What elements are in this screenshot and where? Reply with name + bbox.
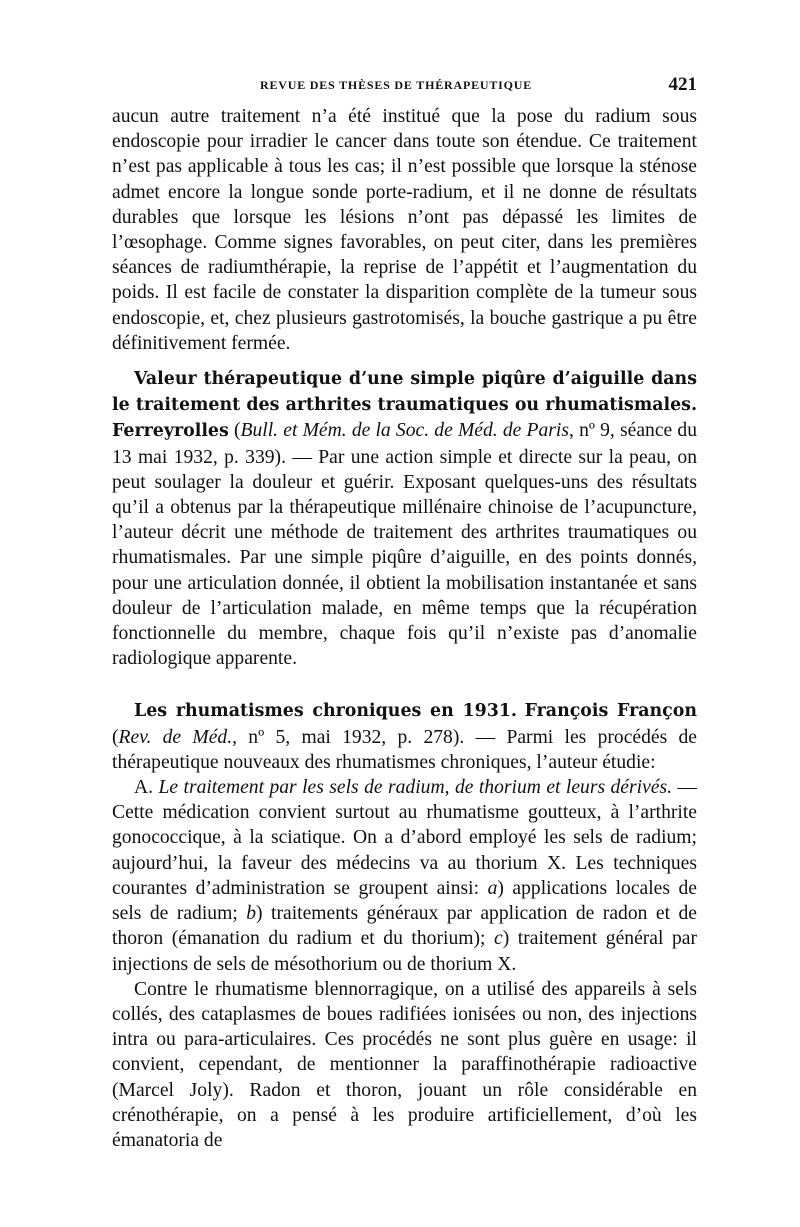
paragraph-radium-thorium <box>112 775 697 977</box>
page-number: 421 <box>668 74 697 95</box>
article-body: Parmi les procédés de thérapeutique nouveaux des rhumatismes chroniques, l’auteur étudie: <box>112 726 698 773</box>
list-marker-a: a <box>487 877 498 899</box>
ref-details: , nº 5, mai 1932, p. 278). — <box>232 726 507 748</box>
article-title: Valeur thérapeutique d’une simple piqûre d’aiguille dans le traitement des arthrites traumatiques ou rhumatismales. <box>112 369 697 416</box>
ref-open: ( <box>112 726 119 748</box>
list-marker-c: c <box>494 928 503 950</box>
running-title: REVUE DES THÈSES DE THÉRAPEUTIQUE <box>260 78 533 92</box>
ref-open: ( <box>228 420 241 442</box>
subsection-title: Le traitement par les sels de radium, de thorium et leurs dérivés. <box>158 777 672 799</box>
running-head <box>112 74 697 104</box>
article-body: Par une action simple et directe sur la peau, on peut soulager la douleur et guérir. Exposant quelques-uns des résultats qu’il a obtenus par la thérapeutique millénaire chinoise de l’acupuncture, l’auteur décrit une méthode de traitement des arthrites traumatiques ou rhumatismales. Par une simple piqûre d’aiguille, en des points donnés, pour une articulation donnée, il obtient la mobilisation instantanée et sans douleur de l’articulation malade, en même temps que la récupération fonctionnelle du membre, chaque fois qu’il n’existe pas d’anomalie radiologique apparente. <box>112 446 697 670</box>
list-label: A. <box>134 777 159 799</box>
paragraph-text: ) traitement général par injections de sels de mésothorium ou de thorium X. <box>112 928 698 975</box>
article-rhumatismes <box>112 698 697 775</box>
article-acupuncture <box>112 366 697 671</box>
paragraph-text: ) traitements généraux par application de radon et de thoron (émanation du radium et du thorium); <box>112 903 697 950</box>
ref-details: , nº 9, séance du 13 mai 1932, p. 339). — <box>112 420 697 468</box>
list-marker-b: b <box>246 903 257 925</box>
article-author: Ferreyrolles <box>112 421 229 442</box>
article-author: François Françon <box>524 701 697 722</box>
ref-journal: Bull. et Mém. de la Soc. de Méd. de Paris <box>240 420 569 442</box>
article-title: Les rhumatismes chroniques en 1931. <box>134 701 517 722</box>
paragraph-blennorragique: Contre le rhumatisme blennorragique, on a utilisé des appareils à sels collés, des cataplasmes de boues radifiées ionisées ou non, des injections intra ou para-articulaires. Ces procédés ne sont plus guère en usage: il convient, cependant, de mentionner la paraffinothérapie radioactive (Marcel Joly). Radon et thoron, jouant un rôle considérable en crénothérapie, on a pensé à les produire artificiellement, d’où les émanatoria de <box>112 978 697 1151</box>
paragraph-text: ) applications locales de sels de radium; <box>112 877 698 925</box>
page <box>112 74 697 1153</box>
ref-journal: Rev. de Méd. <box>118 726 233 748</box>
paragraph-continuation: aucun autre traitement n’a été institué que la pose du radium sous endoscopie pour irradier le cancer dans toute son étendue. Ce traitement n’est pas applicable à tous les cas; il n’est possible que lorsque la sténose admet encore la longue sonde porte-radium, et il ne donne de résultats durables que lorsque les lésions n’ont pas dépassé les limites de l’œsophage. Comme signes favorables, on peut citer, dans les premières séances de radiumthérapie, la reprise de l’appétit et l’augmentation du poids. Il est facile de constater la disparition complète de la tumeur sous endoscopie, et, chez plusieurs gastrotomisés, la bouche gastrique a pu être définitivement fermée. <box>112 106 697 354</box>
paragraph-text: — Cette médication convient surtout au rhumatisme goutteux, à l’arthrite gonococcique, à la sciatique. On a d’abord employé les sels de radium; aujourd’hui, la faveur des médecins va au thorium X. Les techniques courantes d’administration se groupent ainsi: <box>112 777 697 899</box>
